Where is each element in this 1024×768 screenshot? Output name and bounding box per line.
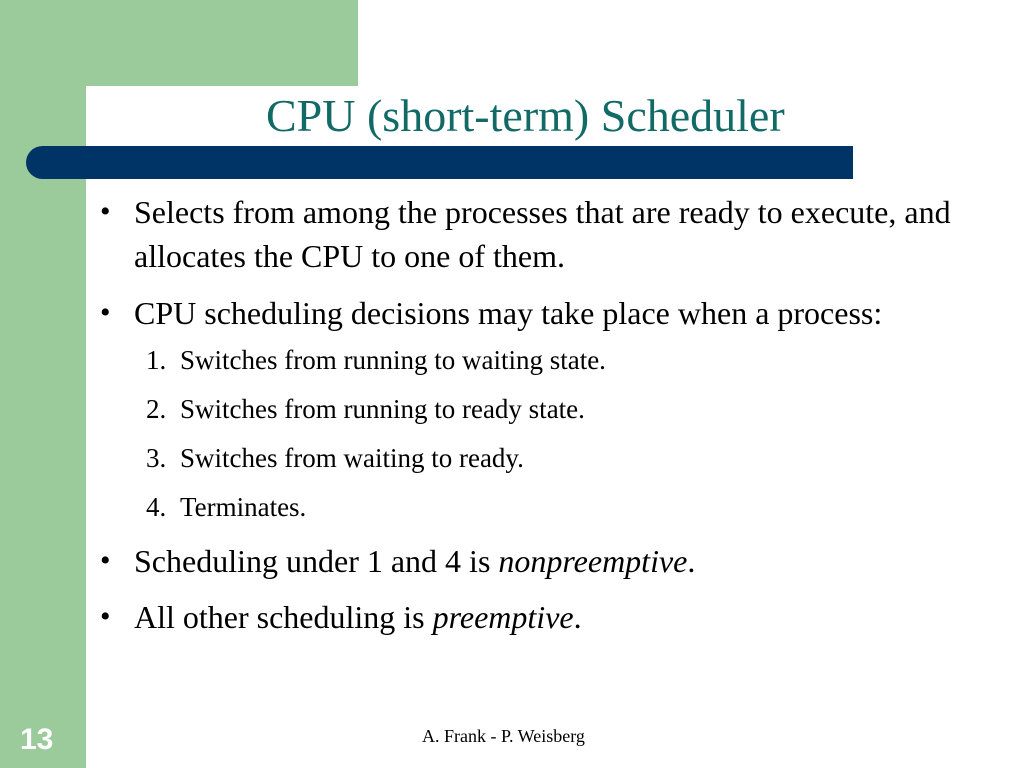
item-text: Switches from waiting to ready. [180,443,524,473]
bullet-item [96,539,976,583]
numbered-item [146,343,976,377]
title-underline-bar [26,146,853,179]
item-number: 1. [146,345,167,375]
numbered-item [146,441,976,475]
bullet-text: CPU scheduling decisions may take place when a process: [134,295,883,331]
numbered-item [146,490,976,524]
bullet-item [96,595,976,639]
bullet-item [96,190,976,278]
slide-content [96,190,976,639]
bullet-text: Selects from among the processes that are ready to execute, and allocates the CPU to one of them. [134,194,951,274]
green-left-band [0,0,86,768]
numbered-list [146,343,976,524]
item-text: Terminates. [180,492,307,522]
emphasis-text: nonpreemptive [498,543,688,579]
item-number: 3. [146,443,167,473]
page-number: 13 [20,723,54,756]
bullet-marker: • [100,195,111,228]
green-top-band [0,0,358,86]
bullet-marker: • [100,296,111,329]
item-number: 4. [146,492,167,522]
bullet-text: Scheduling under 1 and 4 is [134,543,499,579]
emphasis-text: preemptive [432,599,574,635]
item-text: Switches from running to waiting state. [180,345,606,375]
slide-title: CPU (short-term) Scheduler [266,90,785,141]
bullet-suffix: . [573,599,582,635]
bullet-suffix: . [687,543,696,579]
bullet-text: All other scheduling is [134,599,433,635]
bullet-marker: • [100,600,111,633]
bullet-marker: • [100,544,111,577]
item-text: Switches from running to ready state. [180,394,585,424]
item-number: 2. [146,394,167,424]
footer-credit: A. Frank - P. Weisberg [422,726,585,746]
numbered-item [146,392,976,426]
bullet-item [96,291,976,335]
